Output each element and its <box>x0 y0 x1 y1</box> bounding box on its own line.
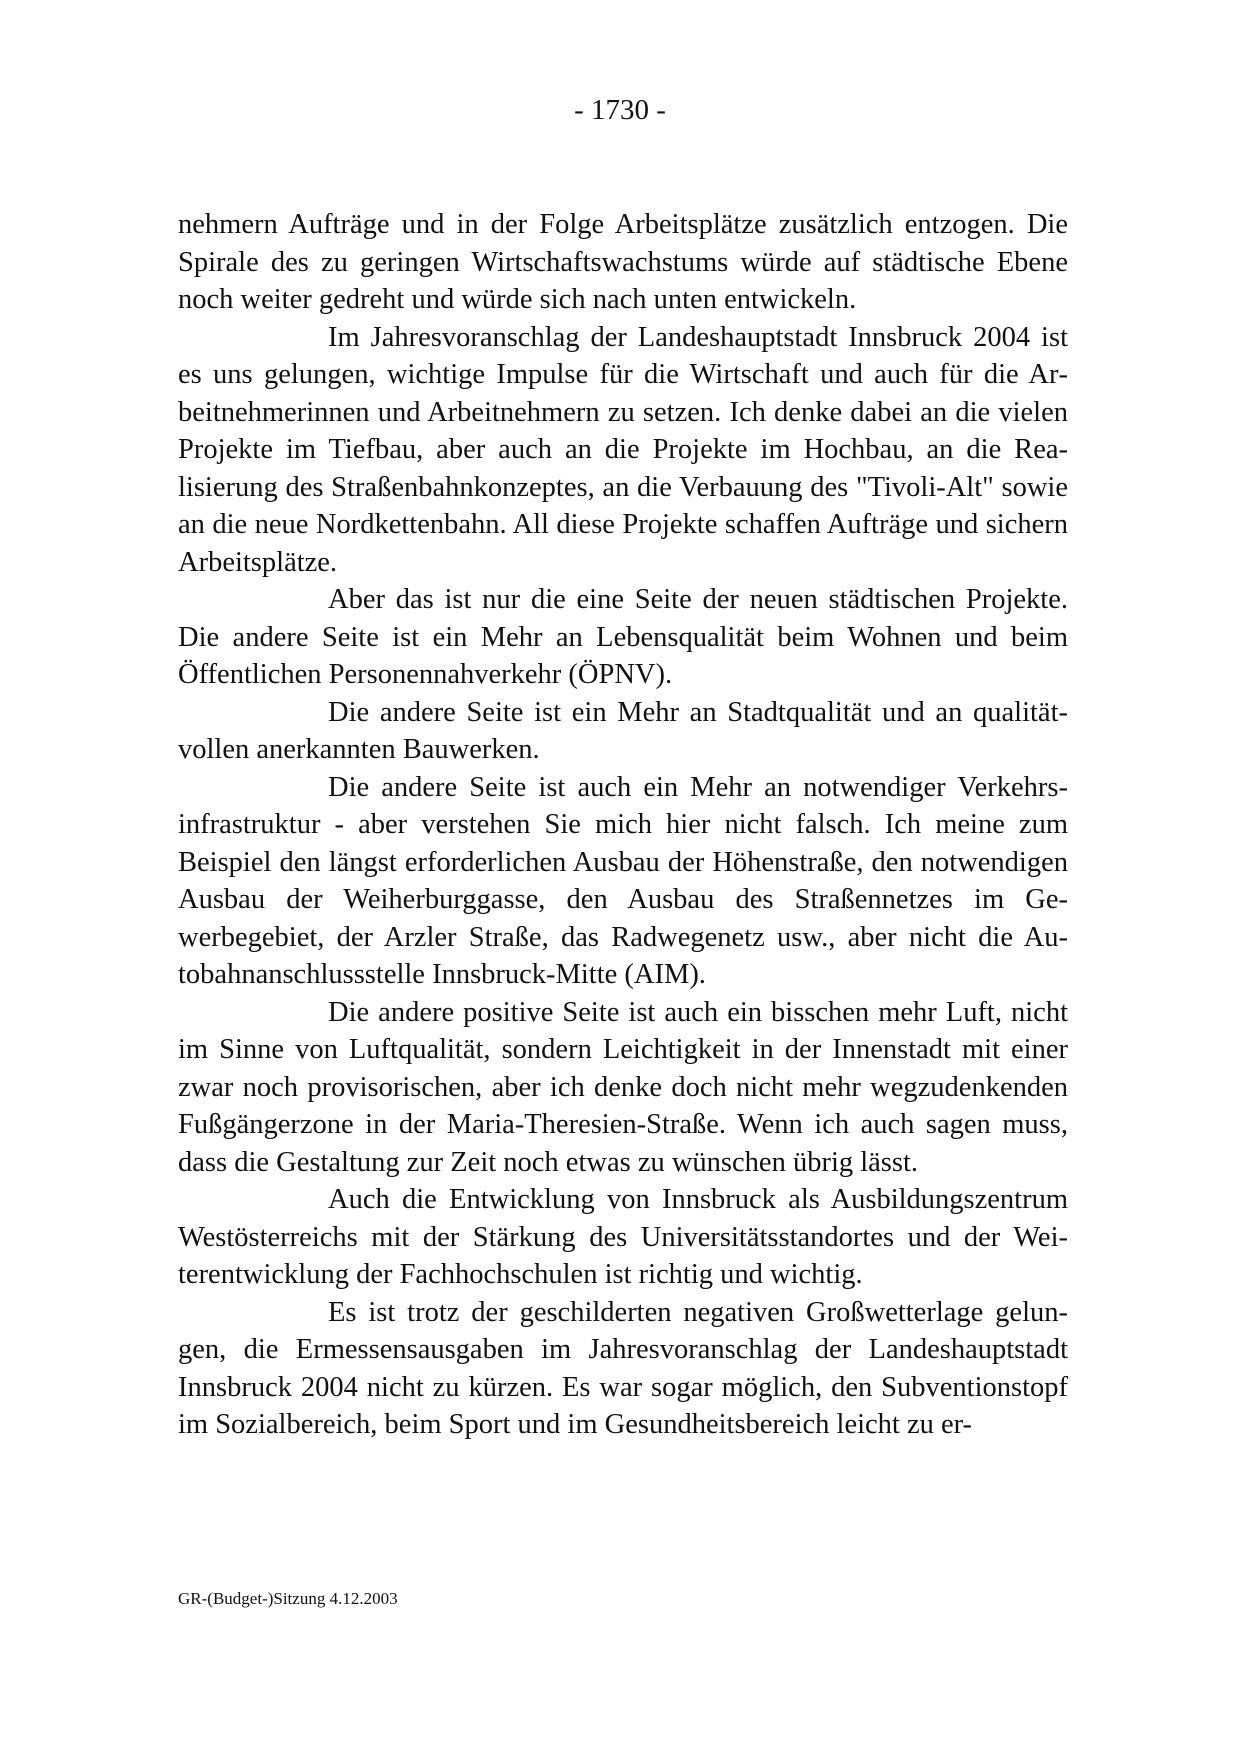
paragraph: nehmern Aufträge und in der Folge Arbeitsplätze zusätzlich entzogen. Die Spirale des zu geringen Wirtschaftswachstums würde auf städtische Ebene noch weiter gedreht und würde sich nach unten entwickeln. <box>178 209 1068 315</box>
paragraph: Die andere positive Seite ist auch ein bisschen mehr Luft, nicht im Sinne von Luftqualität, sondern Leichtigkeit in der Innenstadt mit einer zwar noch provisorischen, aber ich denke doch nicht mehr wegzudenkenden Fußgängerzone in der Maria-Theresien-Straße. Wenn ich auch sagen muss, dass die Gestaltung zur Zeit noch etwas zu wünschen übrig lässt. <box>178 996 1068 1178</box>
footer-session-label: GR-(Budget-)Sitzung 4.12.2003 <box>178 1589 398 1608</box>
body-text <box>178 206 1068 1444</box>
paragraph: Auch die Entwicklung von Innsbruck als Ausbildungszentrum Westösterreichs mit der Stärkung des Universitätsstandortes und der Weiterentwicklung der Fachhochschulen ist richtig und wichtig. <box>178 1184 1068 1290</box>
paragraph: Die andere Seite ist auch ein Mehr an notwendiger Verkehrsinfrastruktur - aber verstehen Sie mich hier nicht falsch. Ich meine zum Beispiel den längst erforderlichen Ausbau der Höhenstraße, den notwendigen Ausbau der Weiherburggasse, den Ausbau des Straßennetzes im Gewerbegebiet, der Arzler Straße, das Radwegenetz usw., aber nicht die Autobahnanschlussstelle Innsbruck-Mitte (AIM). <box>178 771 1068 990</box>
paragraph: Es ist trotz der geschilderten negativen Großwetterlage gelungen, die Ermessensausgaben im Jahresvoranschlag der Landeshauptstadt Innsbruck 2004 nicht zu kürzen. Es war sogar möglich, den Subventionstopf im Sozialbereich, beim Sport und im Gesundheitsbereich leicht zu er- <box>178 1296 1068 1440</box>
page-number: - 1730 - <box>574 94 666 126</box>
paragraph: Die andere Seite ist ein Mehr an Stadtqualität und an qualitätvollen anerkannten Bauwerken. <box>178 696 1068 765</box>
paragraph: Im Jahresvoranschlag der Landeshauptstadt Innsbruck 2004 ist es uns gelungen, wichtige Impulse für die Wirtschaft und auch für die Arbeitnehmerinnen und Arbeitnehmern zu setzen. Ich denke dabei an die vielen Projekte im Tiefbau, aber auch an die Projekte im Hochbau, an die Realisierung des Straßenbahnkonzeptes, an die Verbauung des "Tivoli-Alt" sowie an die neue Nordkettenbahn. All diese Projekte schaffen Aufträge und sichern Arbeitsplätze. <box>178 321 1068 578</box>
paragraph: Aber das ist nur die eine Seite der neuen städtischen Projekte. Die andere Seite ist ein Mehr an Lebensqualität beim Wohnen und beim Öffentlichen Personennahverkehr (ÖPNV). <box>178 584 1068 690</box>
